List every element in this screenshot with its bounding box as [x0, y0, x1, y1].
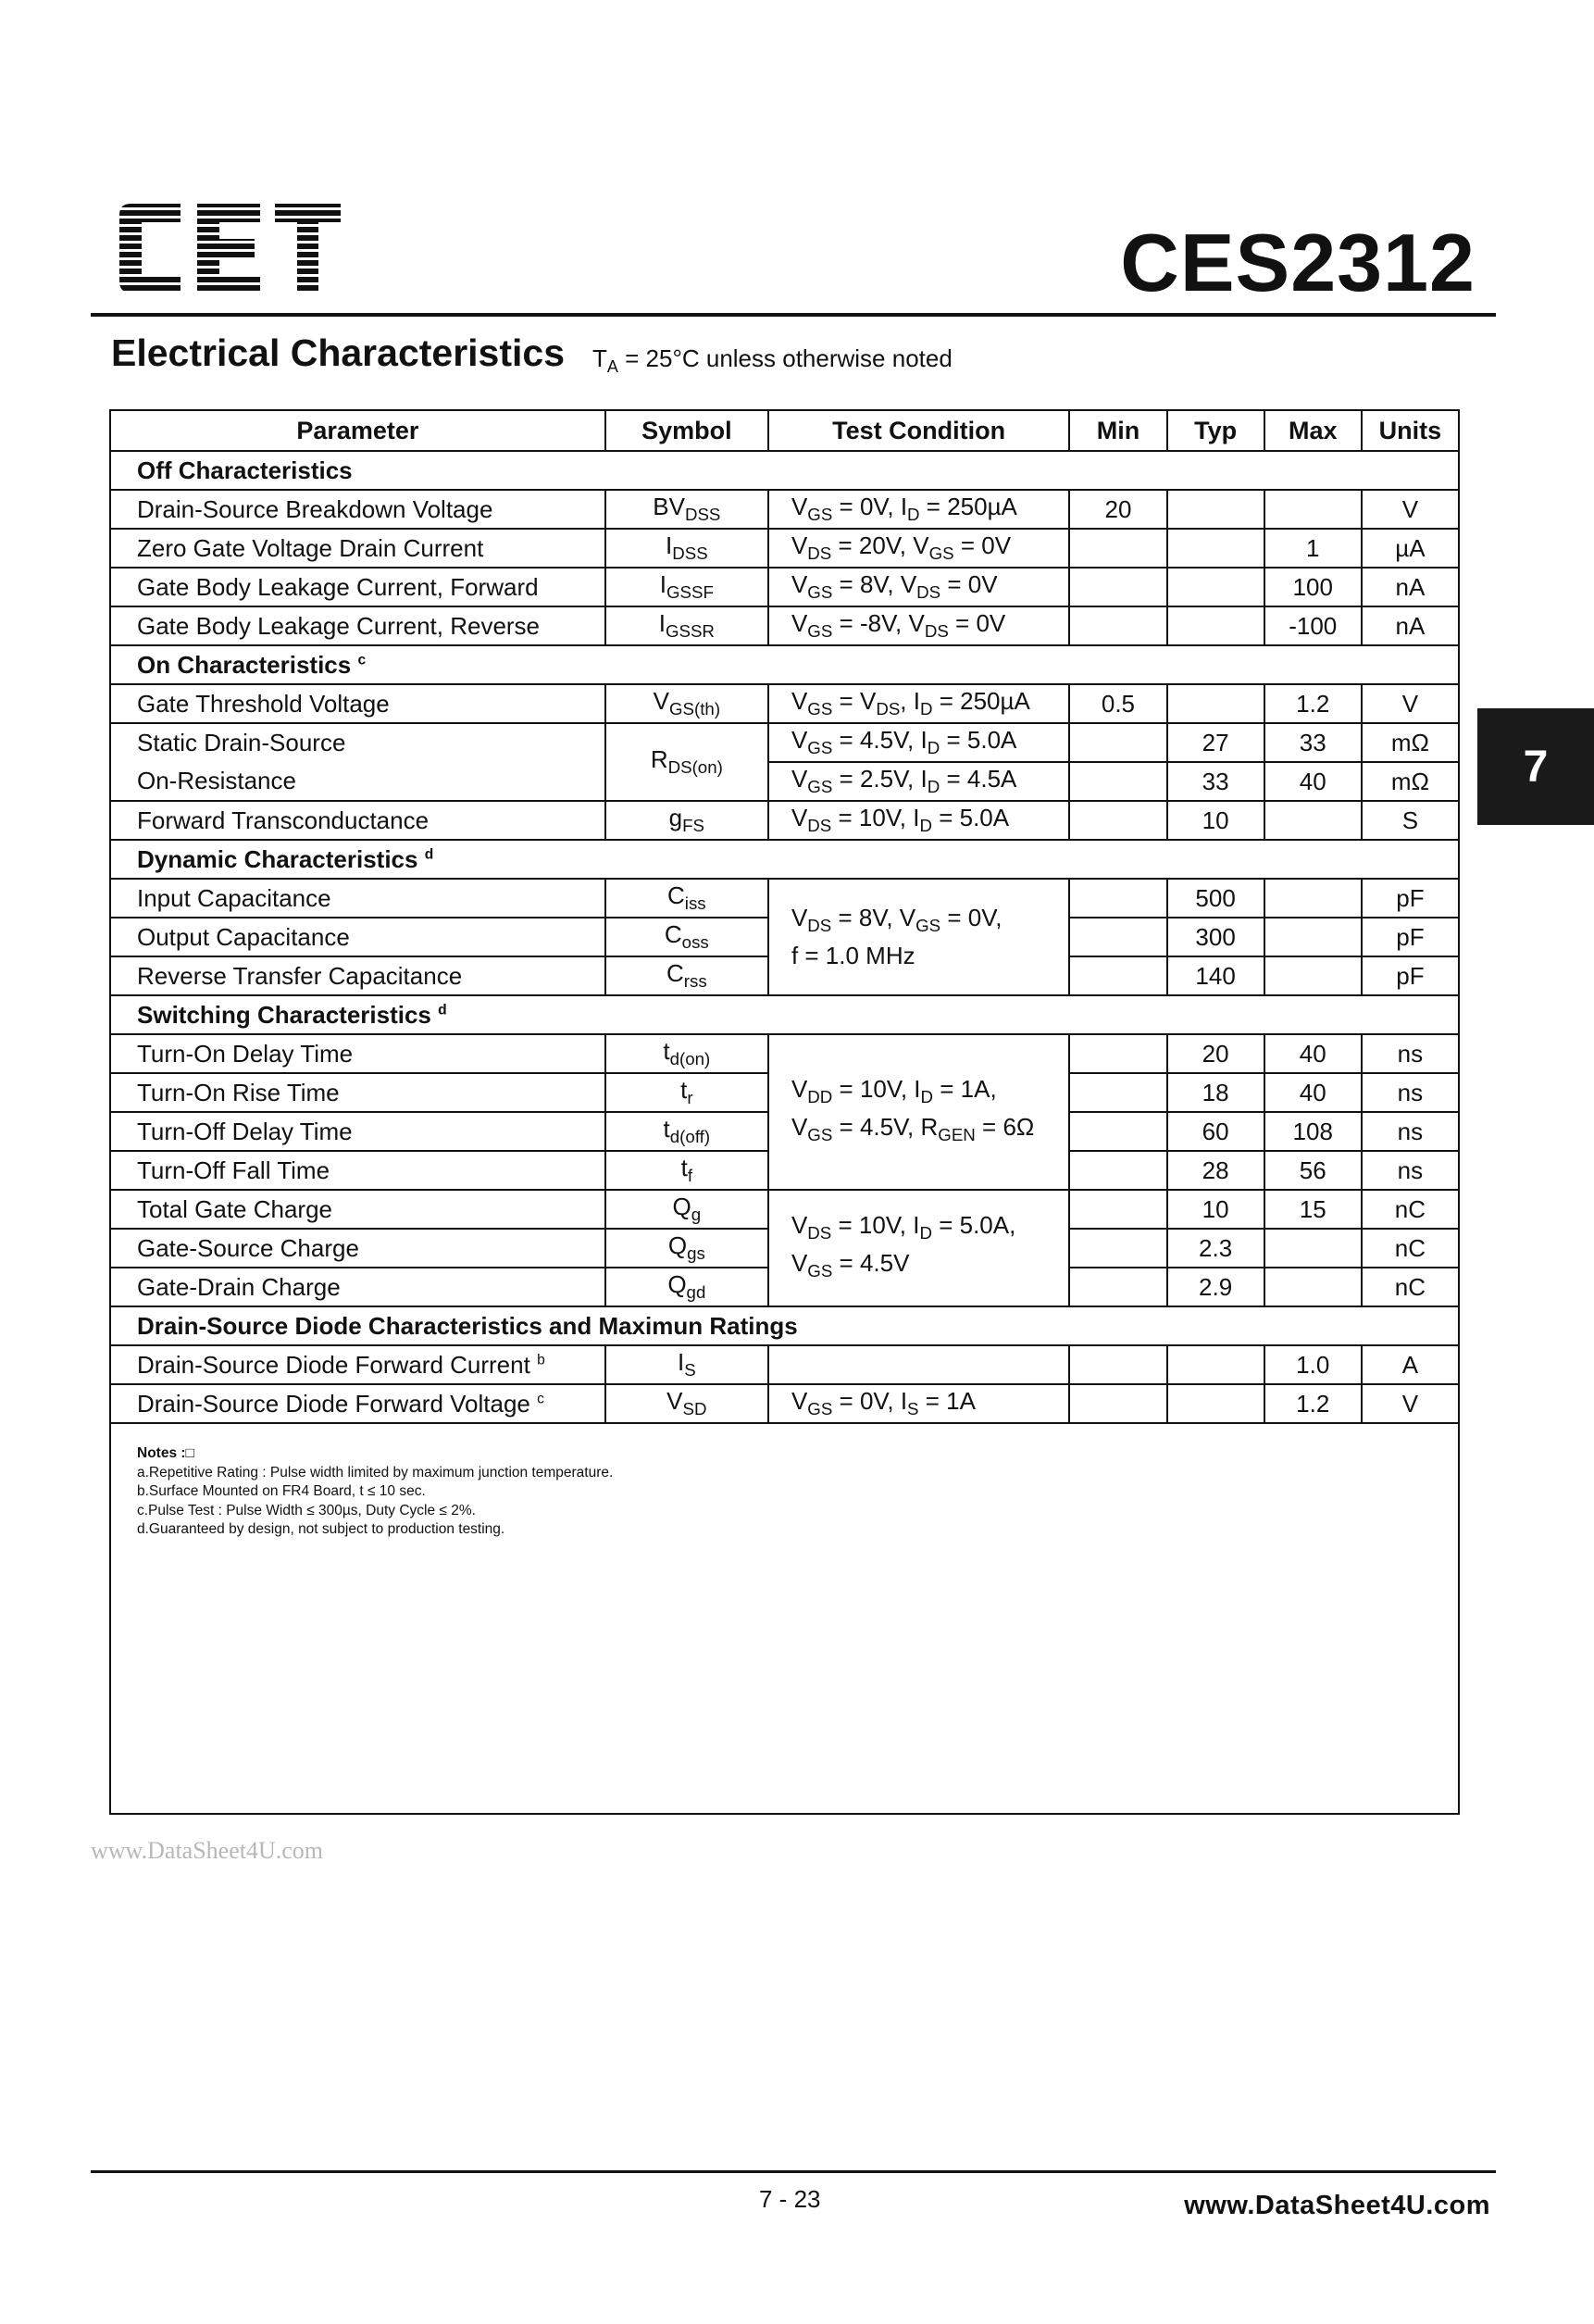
unit-cell: µA: [1362, 529, 1459, 568]
section-label: Drain-Source Diode Characteristics and Maximun Ratings: [110, 1306, 1459, 1345]
unit-cell: A: [1362, 1345, 1459, 1384]
min-cell: [1069, 1190, 1166, 1229]
unit-cell: nA: [1362, 606, 1459, 645]
condition-cell: $V_{DS} = 10V$, $I_D = 5.0A$: [768, 801, 1069, 840]
section-label: On Characteristics $^c$: [110, 645, 1459, 684]
header-parameter: Parameter: [110, 410, 605, 451]
max-cell: [1264, 1229, 1362, 1268]
section-row-switching: [110, 995, 1459, 1034]
max-cell: [1264, 490, 1362, 529]
watermark: www.DataSheet4U.com: [91, 1837, 324, 1864]
typ-cell: 33: [1167, 762, 1264, 801]
section-row-diode: [110, 1306, 1459, 1345]
min-cell: [1069, 801, 1166, 840]
footer-url: www.DataSheet4U.com: [1184, 2191, 1490, 2220]
max-cell: 1.0: [1264, 1345, 1362, 1384]
symbol-cell: $t_f$: [605, 1151, 768, 1190]
symbol-cell: $I_{GSSR}$: [605, 606, 768, 645]
section-title: Electrical Characteristics: [111, 331, 565, 374]
table-row: [110, 606, 1459, 645]
max-cell: 1.2: [1264, 1384, 1362, 1423]
typ-cell: 28: [1167, 1151, 1264, 1190]
max-cell: 40: [1264, 1073, 1362, 1112]
table-row: [110, 801, 1459, 840]
param-cell: Output Capacitance: [110, 918, 605, 956]
max-cell: 40: [1264, 762, 1362, 801]
typ-cell: 2.3: [1167, 1229, 1264, 1268]
condition-cell: $V_{GS} = V_{DS}$, $I_D = 250\mu A$: [768, 684, 1069, 723]
table-row: [110, 879, 1459, 918]
min-cell: [1069, 1073, 1166, 1112]
symbol-cell: $g_{FS}$: [605, 801, 768, 840]
param-cell: Gate-Source Charge: [110, 1229, 605, 1268]
header-test-condition: Test Condition: [768, 410, 1069, 451]
symbol-cell: $C_{oss}$: [605, 918, 768, 956]
page-number: 7 - 23: [759, 2185, 821, 2213]
condition-cell: $V_{DS} = 20V$, $V_{GS} = 0V$: [768, 529, 1069, 568]
param-cell: Static Drain-Source: [110, 723, 605, 762]
table-row: [110, 1190, 1459, 1229]
param-cell: Total Gate Charge: [110, 1190, 605, 1229]
condition-cell: $V_{GS} = 4.5V$, $I_D = 5.0A$: [768, 723, 1069, 762]
section-row-on: [110, 645, 1459, 684]
symbol-cell: $R_{DS(on)}$: [605, 723, 768, 801]
symbol-cell: $I_S$: [605, 1345, 768, 1384]
typ-cell: 27: [1167, 723, 1264, 762]
symbol-cell: $I_{DSS}$: [605, 529, 768, 568]
min-cell: [1069, 762, 1166, 801]
unit-cell: V: [1362, 490, 1459, 529]
param-cell: Input Capacitance: [110, 879, 605, 918]
unit-cell: ns: [1362, 1073, 1459, 1112]
symbol-cell: $t_{d(on)}$: [605, 1034, 768, 1073]
param-cell: Gate-Drain Charge: [110, 1268, 605, 1306]
table-row: [110, 1345, 1459, 1384]
max-cell: [1264, 801, 1362, 840]
note-a: a.Repetitive Rating : Pulse width limited by maximum junction temperature.: [137, 1464, 614, 1481]
chapter-tab: 7: [1477, 708, 1594, 825]
min-cell: [1069, 1384, 1166, 1423]
symbol-cell: $C_{rss}$: [605, 956, 768, 995]
typ-cell: 60: [1167, 1112, 1264, 1151]
unit-cell: nC: [1362, 1229, 1459, 1268]
min-cell: [1069, 1229, 1166, 1268]
min-cell: [1069, 606, 1166, 645]
param-cell: On-Resistance: [110, 762, 605, 801]
unit-cell: mΩ: [1362, 762, 1459, 801]
table-row: [110, 762, 1459, 801]
typ-cell: [1167, 529, 1264, 568]
unit-cell: V: [1362, 684, 1459, 723]
table-row: [110, 568, 1459, 606]
cet-logo: [116, 202, 342, 294]
min-cell: [1069, 1151, 1166, 1190]
max-cell: 1: [1264, 529, 1362, 568]
param-cell: Turn-On Rise Time: [110, 1073, 605, 1112]
condition-cell: $V_{GS} = 0V$, $I_D = 250\mu A$: [768, 490, 1069, 529]
symbol-cell: $V_{SD}$: [605, 1384, 768, 1423]
max-cell: [1264, 956, 1362, 995]
typ-cell: 18: [1167, 1073, 1264, 1112]
condition-cell: $V_{GS} = 2.5V$, $I_D = 4.5A$: [768, 762, 1069, 801]
min-cell: [1069, 1034, 1166, 1073]
unit-cell: nC: [1362, 1190, 1459, 1229]
note-c: c.Pulse Test : Pulse Width ≤ 300µs, Duty Cycle ≤ 2%.: [137, 1502, 476, 1518]
min-cell: [1069, 918, 1166, 956]
header-max: Max: [1264, 410, 1362, 451]
section-label: Off Characteristics: [110, 451, 1459, 490]
min-cell: [1069, 1268, 1166, 1306]
param-cell: Gate Threshold Voltage: [110, 684, 605, 723]
param-cell: Drain-Source Diode Forward Current $^b$: [110, 1345, 605, 1384]
header-min: Min: [1069, 410, 1166, 451]
symbol-cell: $C_{iss}$: [605, 879, 768, 918]
symbol-cell: $Q_{gs}$: [605, 1229, 768, 1268]
condition-cell: $V_{DS} = 10V$, $I_D = 5.0A$, $V_{GS} = 4.5V$: [768, 1190, 1069, 1306]
typ-cell: [1167, 1384, 1264, 1423]
max-cell: 108: [1264, 1112, 1362, 1151]
note-d: d.Guaranteed by design, not subject to production testing.: [137, 1521, 505, 1537]
header-typ: Typ: [1167, 410, 1264, 451]
unit-cell: V: [1362, 1384, 1459, 1423]
param-cell: Turn-On Delay Time: [110, 1034, 605, 1073]
symbol-cell: $t_{d(off)}$: [605, 1112, 768, 1151]
section-label: Dynamic Characteristics $^d$: [110, 840, 1459, 879]
notes-title: Notes :□: [137, 1445, 194, 1461]
max-cell: 40: [1264, 1034, 1362, 1073]
note-b: b.Surface Mounted on FR4 Board, t ≤ 10 sec.: [137, 1483, 426, 1499]
typ-cell: [1167, 568, 1264, 606]
param-cell: Forward Transconductance: [110, 801, 605, 840]
part-number: CES2312: [1120, 217, 1476, 308]
section-label: Switching Characteristics $^d$: [110, 995, 1459, 1034]
typ-cell: 10: [1167, 801, 1264, 840]
max-cell: 15: [1264, 1190, 1362, 1229]
min-cell: [1069, 723, 1166, 762]
max-cell: 100: [1264, 568, 1362, 606]
table-row: [110, 1384, 1459, 1423]
typ-cell: [1167, 684, 1264, 723]
table-row: [110, 684, 1459, 723]
table-row: [110, 1034, 1459, 1073]
param-cell: Gate Body Leakage Current, Reverse: [110, 606, 605, 645]
condition-cell: $V_{GS} = -8V$, $V_{DS} = 0V$: [768, 606, 1069, 645]
typ-cell: 20: [1167, 1034, 1264, 1073]
unit-cell: pF: [1362, 956, 1459, 995]
typ-cell: 2.9: [1167, 1268, 1264, 1306]
condition-cell: $V_{GS} = 8V$, $V_{DS} = 0V$: [768, 568, 1069, 606]
typ-cell: 10: [1167, 1190, 1264, 1229]
param-cell: Turn-Off Fall Time: [110, 1151, 605, 1190]
unit-cell: ns: [1362, 1034, 1459, 1073]
max-cell: [1264, 918, 1362, 956]
table-header-row: [110, 410, 1459, 451]
param-cell: Turn-Off Delay Time: [110, 1112, 605, 1151]
min-cell: [1069, 568, 1166, 606]
max-cell: 1.2: [1264, 684, 1362, 723]
table-row: [110, 723, 1459, 762]
symbol-cell: $Q_{gd}$: [605, 1268, 768, 1306]
section-row-dynamic: [110, 840, 1459, 879]
max-cell: [1264, 1268, 1362, 1306]
max-cell: 56: [1264, 1151, 1362, 1190]
section-row-off: [110, 451, 1459, 490]
min-cell: [1069, 956, 1166, 995]
param-cell: Reverse Transfer Capacitance: [110, 956, 605, 995]
symbol-cell: $Q_g$: [605, 1190, 768, 1229]
notes-row: [110, 1423, 1459, 1814]
condition-cell: $V_{GS} = 0V$, $I_S = 1A$: [768, 1384, 1069, 1423]
section-condition-note: $T_A = 25^\circ C$ unless otherwise noted: [592, 344, 953, 377]
unit-cell: S: [1362, 801, 1459, 840]
header-rule: [91, 313, 1496, 317]
min-cell: 0.5: [1069, 684, 1166, 723]
table-row: [110, 529, 1459, 568]
typ-cell: [1167, 490, 1264, 529]
unit-cell: nC: [1362, 1268, 1459, 1306]
min-cell: [1069, 1112, 1166, 1151]
min-cell: [1069, 529, 1166, 568]
unit-cell: mΩ: [1362, 723, 1459, 762]
unit-cell: ns: [1362, 1112, 1459, 1151]
notes-cell: [110, 1423, 1459, 1814]
symbol-cell: $BV_{DSS}$: [605, 490, 768, 529]
electrical-characteristics-table: [109, 409, 1460, 1815]
condition-cell: [768, 1345, 1069, 1384]
typ-cell: 500: [1167, 879, 1264, 918]
header-units: Units: [1362, 410, 1459, 451]
typ-cell: [1167, 1345, 1264, 1384]
unit-cell: pF: [1362, 918, 1459, 956]
table-row: [110, 490, 1459, 529]
min-cell: [1069, 1345, 1166, 1384]
header-symbol: Symbol: [605, 410, 768, 451]
symbol-cell: $V_{GS(th)}$: [605, 684, 768, 723]
max-cell: [1264, 879, 1362, 918]
typ-cell: 300: [1167, 918, 1264, 956]
condition-cell: $V_{DD} = 10V$, $I_D = 1A$, $V_{GS} = 4.5V$, $R_{GEN} = 6\Omega$: [768, 1034, 1069, 1190]
param-cell: Zero Gate Voltage Drain Current: [110, 529, 605, 568]
unit-cell: nA: [1362, 568, 1459, 606]
param-cell: Gate Body Leakage Current, Forward: [110, 568, 605, 606]
min-cell: [1069, 879, 1166, 918]
param-cell: Drain-Source Breakdown Voltage: [110, 490, 605, 529]
symbol-cell: $I_{GSSF}$: [605, 568, 768, 606]
typ-cell: 140: [1167, 956, 1264, 995]
unit-cell: ns: [1362, 1151, 1459, 1190]
unit-cell: pF: [1362, 879, 1459, 918]
min-cell: 20: [1069, 490, 1166, 529]
symbol-cell: $t_r$: [605, 1073, 768, 1112]
footer-rule: [91, 2170, 1496, 2173]
max-cell: 33: [1264, 723, 1362, 762]
max-cell: -100: [1264, 606, 1362, 645]
typ-cell: [1167, 606, 1264, 645]
param-cell: Drain-Source Diode Forward Voltage $^c$: [110, 1384, 605, 1423]
condition-cell: $V_{DS} = 8V$, $V_{GS} = 0V$, f = 1.0 MHz: [768, 879, 1069, 995]
